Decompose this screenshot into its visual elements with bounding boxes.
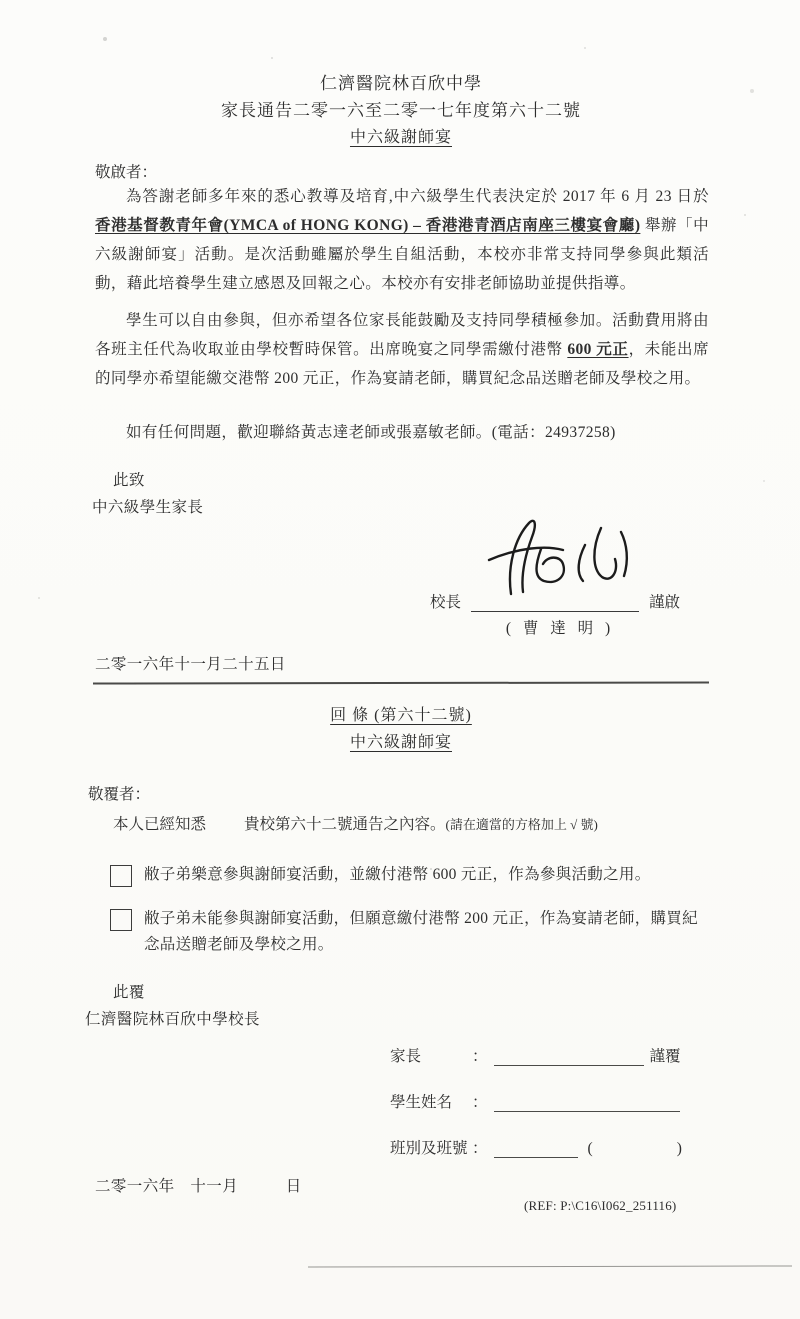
class-field[interactable]	[494, 1140, 578, 1158]
colon: ：	[472, 1094, 488, 1111]
paren-open: (	[587, 1140, 593, 1157]
ack-note: (請在適當的方格加上 √ 號)	[445, 817, 598, 832]
reply-slip-subject: 中六級謝師宴	[349, 734, 452, 751]
letterhead	[95, 70, 707, 151]
para1-pre: 為答謝老師多年來的悉心教導及培育,中六級學生代表決定於 2017 年 6 月 23 日於	[126, 188, 709, 205]
principal-label: 校長	[430, 594, 462, 611]
reply-fields	[390, 1044, 710, 1182]
parent-signature-field[interactable]	[494, 1048, 644, 1066]
ack-mid: 貴校第六十二號通告之內容。	[244, 816, 446, 833]
colon: ：	[472, 1140, 488, 1157]
colon: ：	[472, 1048, 488, 1065]
reply-addressee: 仁濟醫院林百欣中學校長	[85, 1011, 260, 1028]
ack-pre: 本人已經知悉	[113, 816, 207, 833]
school-name: 仁濟醫院林百欣中學	[320, 74, 482, 93]
paragraph-fees	[95, 306, 709, 393]
para2-post: ，未能出席的同學亦希望能繳交港幣 200 元正，作為宴請老師，購買紀念品送贈老師及學校之用。	[95, 341, 709, 387]
salutation: 敬啟者：	[95, 164, 158, 181]
notice-subject: 中六級謝師宴	[349, 129, 452, 146]
addressee: 中六級學生家長	[92, 499, 204, 516]
para1-post: 舉辦「中六級謝師宴」活動。是次活動雖屬於學生自組活動，本校亦非常支持同學參與此類活動，藉此培養學生建立感恩及回報之心。本校亦有安排老師協助並提供指導。	[95, 217, 709, 292]
notice-date: 二零一六年十一月二十五日	[95, 656, 286, 673]
class-number-row	[390, 1136, 710, 1158]
option-decline	[110, 906, 706, 958]
checkbox-attend[interactable]	[110, 865, 132, 887]
paragraph-contact: 如有任何問題，歡迎聯絡黃志達老師或張嘉敏老師。(電話：24937258)	[126, 424, 616, 441]
notice-number-line: 家長通告二零一六至二零一七年度第六十二號	[221, 101, 581, 120]
reply-slip-title: 回 條 (第六十二號)	[330, 707, 472, 724]
file-reference: (REF: P:\C16\I062_251116)	[524, 1198, 677, 1213]
student-name-label: 學生姓名	[390, 1094, 453, 1111]
scan-noise	[0, 0, 2, 2]
paragraph-event-details	[95, 182, 709, 298]
principal-signature-line[interactable]	[471, 593, 639, 612]
acknowledgement-line	[113, 812, 598, 834]
option-decline-text: 敝子弟未能參與謝師宴活動，但願意繳付港幣 200 元正，作為宴請老師，購買紀念品送贈老師及學校之用。	[144, 910, 698, 953]
reply-date-line: 二零一六年 十一月 日	[95, 1178, 302, 1195]
student-name-row	[390, 1090, 710, 1112]
option-attend-text: 敝子弟樂意參與謝師宴活動，並繳付港幣 600 元正，作為參與活動之用。	[144, 866, 651, 883]
reply-salutation: 敬覆者：	[88, 786, 151, 803]
student-name-field[interactable]	[494, 1094, 680, 1112]
para2-pre: 學生可以自由參與，但亦希望各位家長能鼓勵及支持同學積極參加。活動費用將由各班主任代為收取並由學校暫時保管。出席晚宴之同學需繳付港幣	[95, 312, 709, 358]
scan-fold-line	[308, 1265, 792, 1267]
reply-closing: 此覆	[113, 984, 145, 1001]
parent-label: 家長	[390, 1048, 422, 1065]
reply-slip-header	[95, 702, 707, 756]
paren-close: )	[676, 1140, 682, 1157]
tear-off-divider	[93, 681, 709, 684]
closing-phrase: 此致	[113, 472, 145, 489]
option-attend	[110, 862, 696, 888]
class-number-label: 班別及班號	[390, 1140, 468, 1157]
parent-respectfully-label: 謹覆	[649, 1048, 681, 1065]
para1-venue-bold: 香港基督教青年會(YMCA of HONG KONG) – 香港港青酒店南座三樓宴會廳)	[95, 217, 641, 234]
principal-name: ( 曹 達 明 )	[505, 620, 615, 637]
parent-signature-row	[390, 1044, 710, 1066]
respectfully-label: 謹啟	[649, 594, 681, 611]
checkbox-decline[interactable]	[110, 909, 132, 931]
para2-fee-bold: 600 元正	[567, 341, 629, 358]
